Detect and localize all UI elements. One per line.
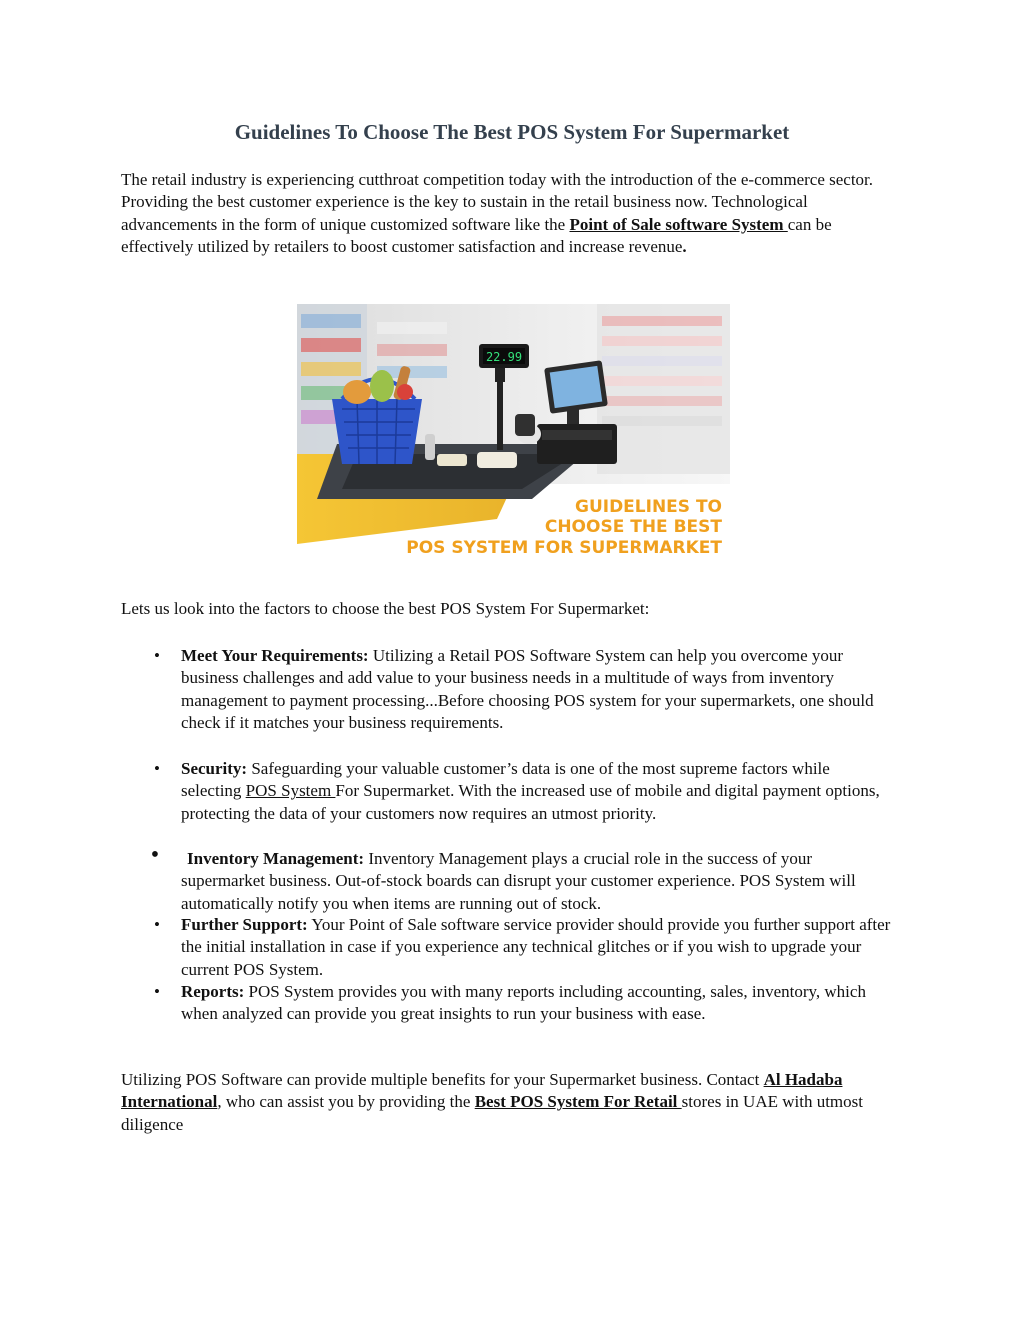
factor-term: Meet Your Requirements: <box>181 646 369 665</box>
bullet-icon: • <box>154 982 160 1001</box>
list-item <box>154 914 893 981</box>
factor-term: Security: <box>181 759 248 778</box>
supermarket-checkout-illustration <box>297 304 730 560</box>
closing-text: Utilizing POS Software can provide multiple benefits for your Supermarket business. Contact <box>121 1070 764 1089</box>
list-item <box>154 758 893 825</box>
list-item <box>154 645 893 735</box>
pos-system-link[interactable]: POS System <box>245 781 336 801</box>
point-of-sale-link[interactable]: Point of Sale software System <box>569 214 788 234</box>
intro-text: The retail industry is experiencing cutthroat competition today with the introduction of the e-commerce sector. Providing the best customer experience is the key to sustain in the retail business now. Technological advancements in the form of unique customized software like the <box>121 170 874 234</box>
factor-text: POS System provides you with many reports including accounting, sales, inventory, which when analyzed can provide you great insights to run your business with ease. <box>181 982 866 1024</box>
list-item <box>150 842 893 915</box>
bullet-icon: • <box>154 915 160 934</box>
factor-term: Inventory Management: <box>187 849 365 868</box>
best-pos-system-link[interactable]: Best POS System For Retail <box>474 1092 682 1112</box>
price-display: 22.99 <box>485 350 523 364</box>
banner-line-3: POS SYSTEM FOR SUPERMARKET <box>406 538 722 558</box>
page-title: Guidelines To Choose The Best POS System For Supermarket <box>234 120 790 144</box>
banner-line-2: CHOOSE THE BEST <box>544 517 722 537</box>
hero-image <box>297 304 730 560</box>
banner-line-1: GUIDELINES TO <box>574 497 722 517</box>
factor-text-continued: For Supermarket. With the increased use of mobile and digital payment options, protecting the data of your customers now requires an utmost priority. <box>181 781 880 823</box>
closing-paragraph <box>121 1069 891 1136</box>
intro-text-continued: can be effectively utilized by retailers to boost customer satisfaction and increase revenue <box>121 214 832 257</box>
bullet-icon: • <box>150 842 160 868</box>
intro-paragraph <box>121 169 891 259</box>
factor-text: Your Point of Sale software service provider should provide you further support after the initial installation in case if you experience any technical glitches or if you wish to upgrade your current POS System. <box>181 915 891 979</box>
list-item <box>154 981 893 1026</box>
factor-text: Utilizing a Retail POS Software System can help you overcome your business challenges and add value to your business needs in a multitude of ways from inventory management to payment processing...Before choosing POS system for your supermarkets, one should check if it matches your business requirements. <box>181 646 874 733</box>
bullet-icon: • <box>154 646 160 665</box>
al-hadaba-link[interactable]: Al Hadaba International <box>121 1070 843 1112</box>
factor-text: Inventory Management plays a crucial role in the success of your supermarket business. Out-of-stock boards can disrupt your customer experience. POS System will automatically notify you when items are running out of stock. <box>181 849 856 913</box>
bullet-icon: • <box>154 759 160 778</box>
closing-text-middle: , who can assist you by providing the <box>217 1092 475 1112</box>
factor-term: Reports: <box>181 982 245 1001</box>
intro-end-mark: . <box>682 237 687 257</box>
factors-lead-in: Lets us look into the factors to choose the best POS System For Supermarket: <box>121 599 650 618</box>
factor-term: Further Support: <box>181 915 308 934</box>
closing-text-end: stores in UAE with utmost diligence <box>121 1092 863 1134</box>
factor-text: Safeguarding your valuable customer’s data is one of the most supreme factors while selecting <box>181 759 830 801</box>
